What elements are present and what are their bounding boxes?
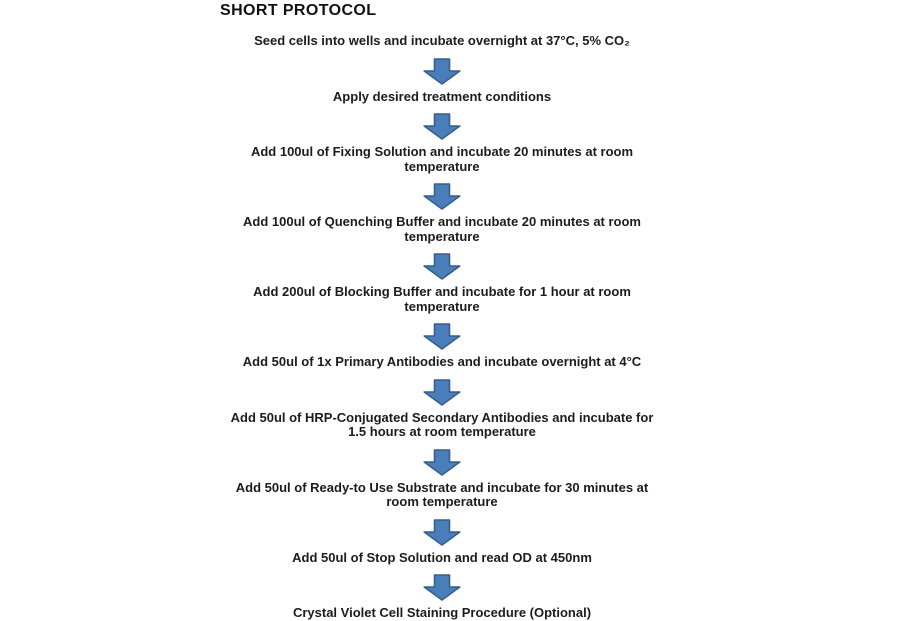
protocol-step-label: Add 50ul of Ready-to Use Substrate and incubate for 30 minutes at room temperature xyxy=(235,479,649,509)
protocol-step xyxy=(0,411,884,440)
protocol-step xyxy=(0,606,884,621)
protocol-step xyxy=(0,285,884,314)
protocol-step xyxy=(0,90,884,105)
protocol-step-label: Add 50ul of Stop Solution and read OD at 450nm xyxy=(292,549,592,565)
protocol-step-label: Seed cells into wells and incubate overnight at 37°C, 5% CO₂ xyxy=(254,33,630,48)
protocol-step xyxy=(0,145,884,174)
protocol-step xyxy=(0,481,884,510)
protocol-step-label: Add 50ul of 1x Primary Antibodies and incubate overnight at 4°C xyxy=(242,354,642,369)
protocol-step xyxy=(0,34,884,49)
down-arrow-icon xyxy=(423,58,461,85)
down-arrow-icon xyxy=(423,323,461,350)
protocol-step xyxy=(0,355,884,370)
down-arrow-icon xyxy=(423,449,461,476)
down-arrow-icon xyxy=(423,113,461,140)
down-arrow-icon xyxy=(423,379,461,406)
protocol-step-label: Add 100ul of Quenching Buffer and incubate 20 minutes at room temperature xyxy=(243,214,641,244)
protocol-step-label: Apply desired treatment conditions xyxy=(332,88,552,104)
protocol-step-label: Add 100ul of Fixing Solution and incubate 20 minutes at room temperature xyxy=(250,144,634,174)
protocol-step-label: Crystal Violet Cell Staining Procedure (Optional) xyxy=(292,605,592,620)
protocol-step-label: Add 50ul of HRP-Conjugated Secondary Antibodies and incubate for 1.5 hours at room temperature xyxy=(230,409,654,439)
down-arrow-icon xyxy=(423,253,461,280)
protocol-step xyxy=(0,551,884,566)
down-arrow-icon xyxy=(423,183,461,210)
page-title: SHORT PROTOCOL xyxy=(220,2,377,19)
down-arrow-icon xyxy=(423,574,461,601)
down-arrow-icon xyxy=(423,519,461,546)
protocol-step-label: Add 200ul of Blocking Buffer and incubate for 1 hour at room temperature xyxy=(253,284,631,314)
protocol-step xyxy=(0,215,884,244)
